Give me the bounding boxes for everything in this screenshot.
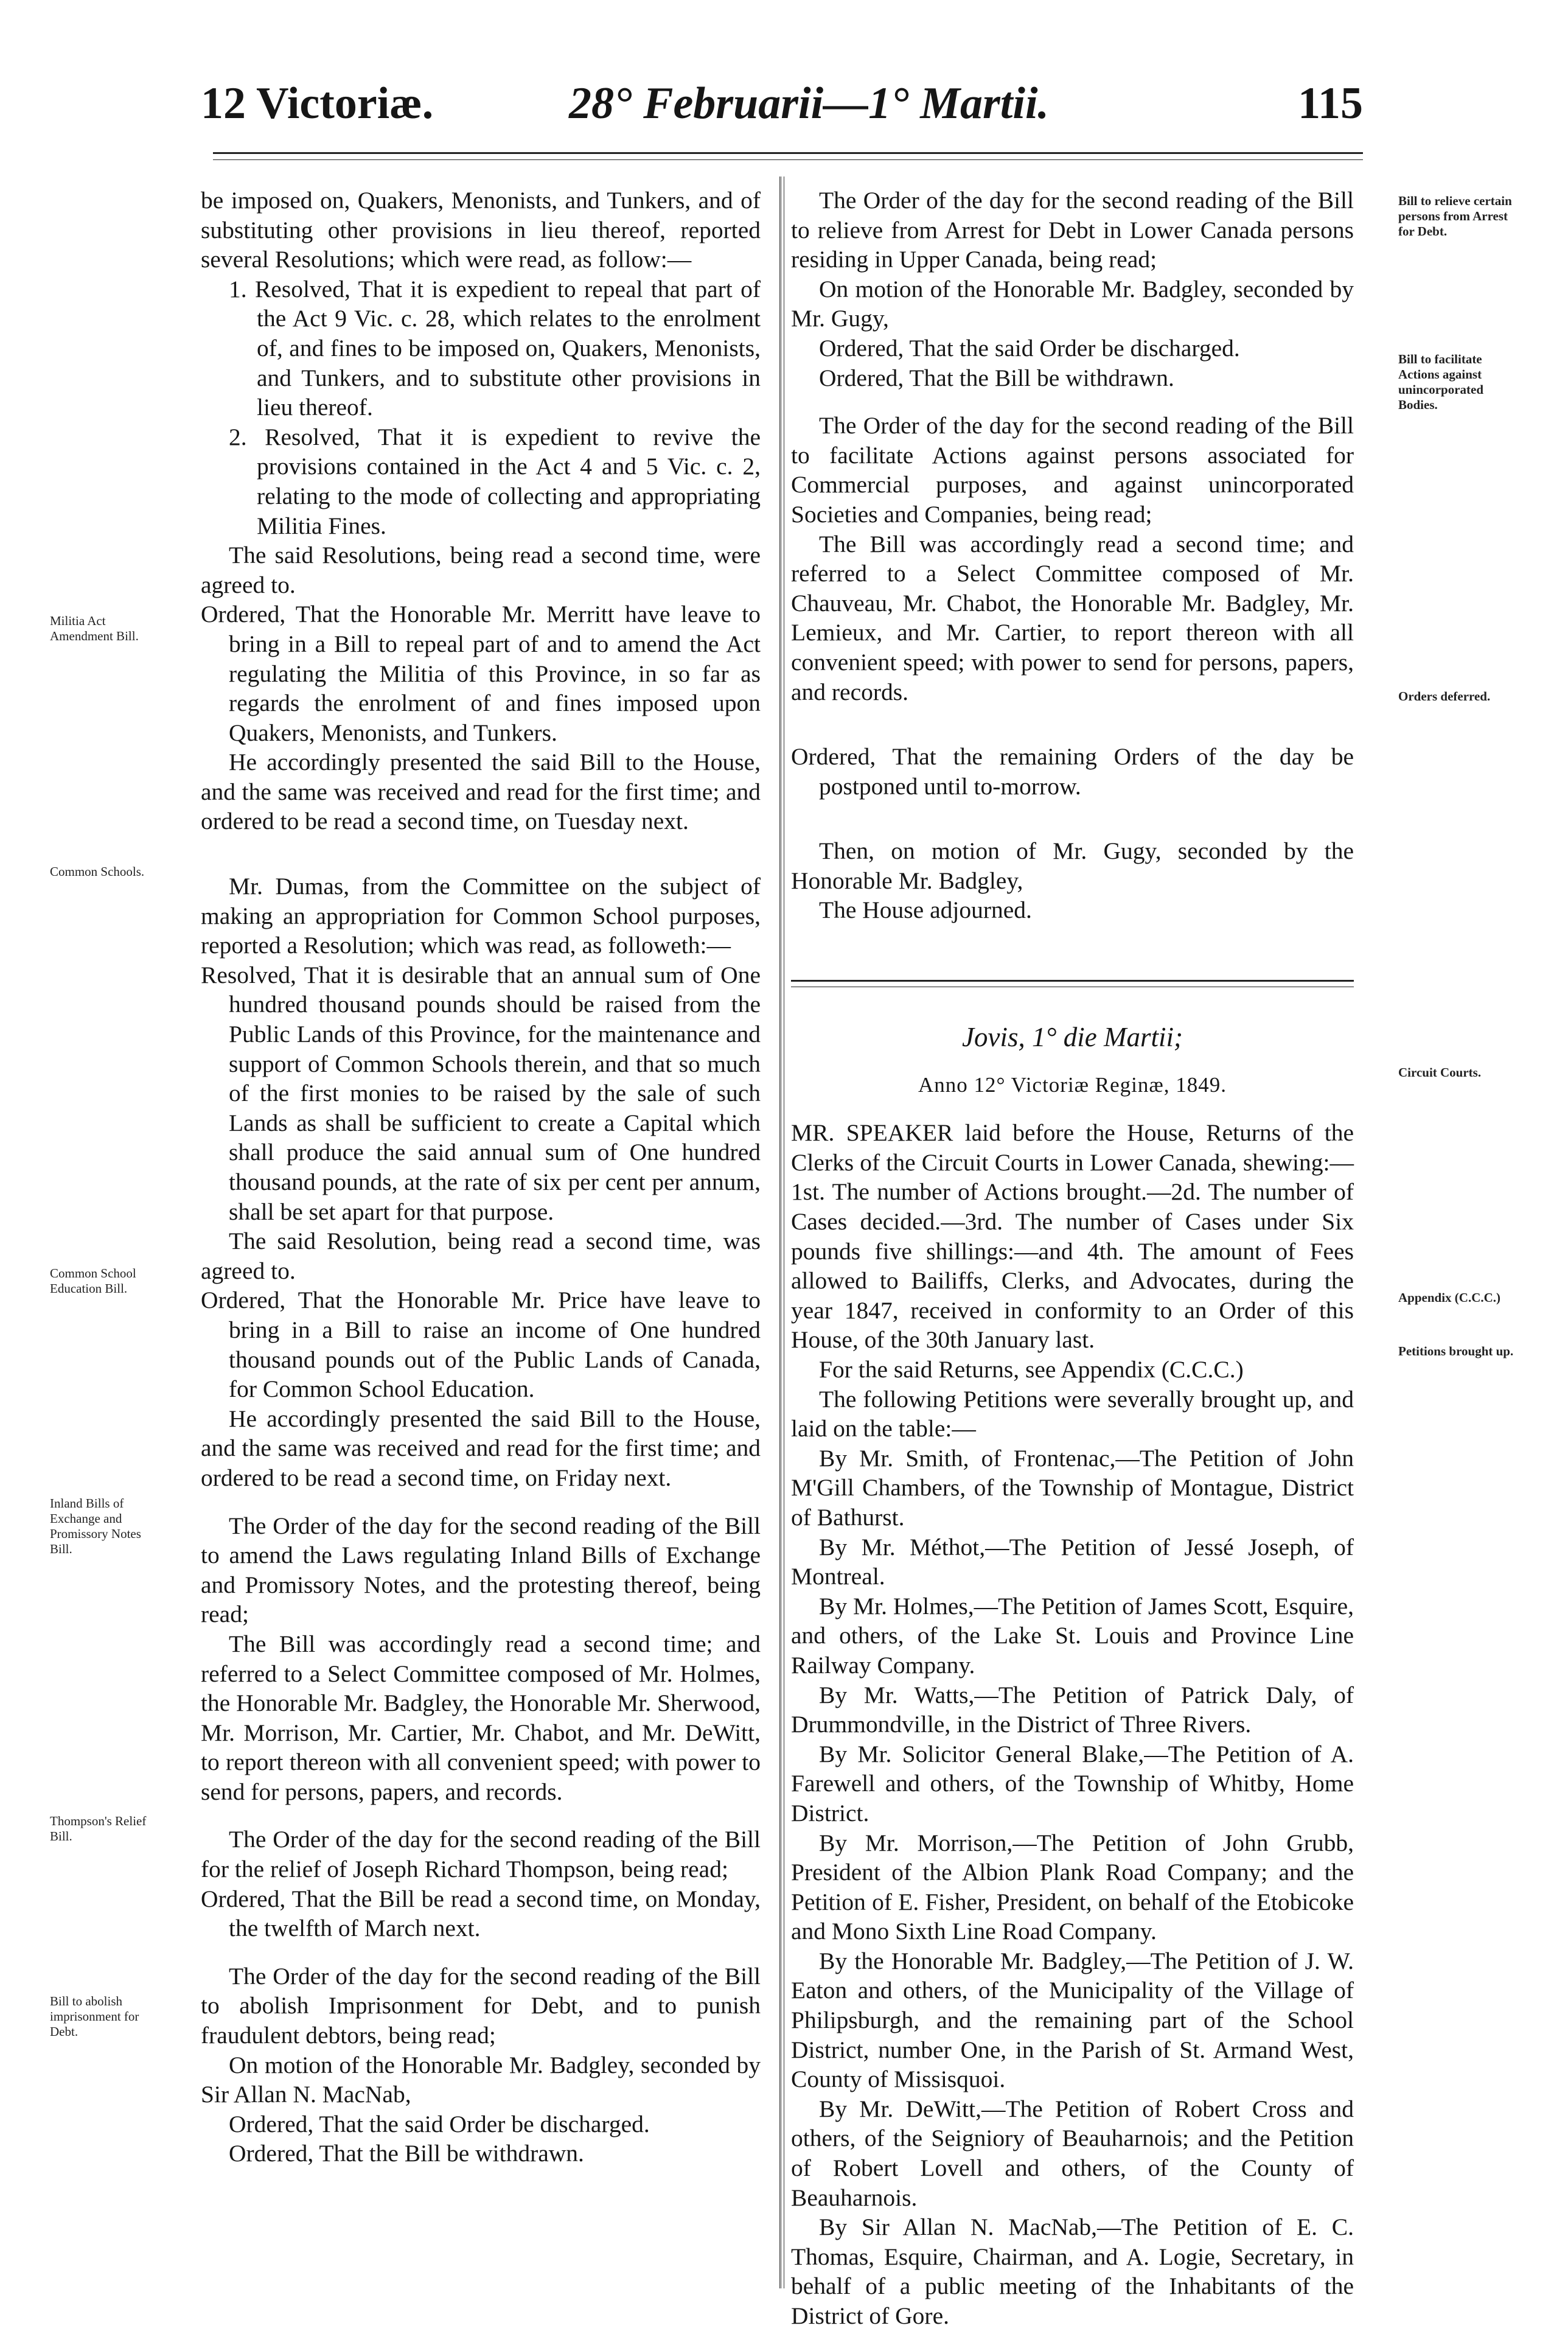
order-discharged: Ordered, That the said Order be discharged. [229,2110,650,2137]
paragraph: The following Petitions were severally brought up, and laid on the table:— [791,1385,1354,1442]
margin-note-circuit-courts: Circuit Courts. [1398,1065,1482,1080]
margin-note-inland-bills: Inland Bills of Exchange and Promissory Notes Bill. [50,1496,141,1556]
header-reign-year: 12 Victoriæ. [201,79,434,128]
petition-item: By the Honorable Mr. Badgley,—The Petition of J. W. Eaton and others, of the Municipality of the Village of Philipsburgh, and the remaining part of the School District, number One, in the Parish of St. Armand West, County of Missisquoi. [791,1947,1354,2093]
margin-note-militia-act: Militia Act Amendment Bill. [50,613,139,643]
petition-item: By Mr. DeWitt,—The Petition of Robert Cross and others, of the Seigniory of Beauharnois; and the Petition of Robert Lovell and others, of the County of Beauharnois. [791,2095,1354,2211]
paragraph: The Order of the day for the second reading of the Bill to abolish Imprisonment for Debt, and to punish fraudulent debtors, being read; [201,1962,761,2049]
left-column [201,186,761,2168]
paragraph: The said Resolution, being read a second time, was agreed to. [201,1228,761,1284]
header-dates: 28° Februarii—1° Martii. [569,79,1050,128]
house-adjourned: The House adjourned. [819,896,1032,924]
order-discharged: Ordered, That the said Order be discharged. [819,334,1240,362]
paragraph: Mr. Dumas, from the Committee on the subject of making an appropriation for Common School purposes, reported a Resolution; which was read, as followeth:— [201,873,761,959]
petition-item: By Mr. Smith, of Frontenac,—The Petition of John M'Gill Chambers, of the Township of Montague, District of Bathurst. [791,1444,1354,1531]
paragraph: The Order of the day for the second reading of the Bill to amend the Laws regulating Inland Bills of Exchange and Promissory Notes, and the protesting thereof, being read; [201,1512,761,1628]
margin-note-imprisonment-debt: Bill to abolish imprisonment for Debt. [50,1994,139,2039]
margin-note-arrest-for-debt: Bill to relieve certain persons from Arrest for Debt. [1398,194,1512,239]
petition-item: By Mr. Holmes,—The Petition of James Scott, Esquire, and others, of the Lake St. Louis and Province Line Railway Company. [791,1592,1354,1679]
order-militia-bill: Ordered, That the Honorable Mr. Merritt have leave to bring in a Bill to repeal part of and to amend the Act regulating the Militia of this Province, in so far as regards the enrolment of and fines imposed upon Quakers, Menonists, and Tunkers. [201,601,761,746]
paragraph: He accordingly presented the said Bill to the House, and the same was received and read for the first time; and ordered to be read a second time, on Friday next. [201,1405,761,1491]
petition-item: By Mr. Solicitor General Blake,—The Petition of A. Farewell and others, of the Township of Whitby, Home District. [791,1740,1354,1826]
margin-note-common-schools: Common Schools. [50,864,145,879]
day-heading: Jovis, 1° die Martii; [962,1022,1183,1053]
column-divider [779,176,784,2288]
resolution-common-schools: Resolved, That it is desirable that an annual sum of One hundred thousand pounds should be raised from the Public Lands of this Province, for the maintenance and support of Common Schools therein, and that so much of the first monies to be raised by the sale of such Lands as shall be sufficient to create a Capital which shall produce the said annual sum of One hundred thousand pounds, at the rate of six per cent per annum, shall be set apart for that purpose. [201,961,761,1225]
paragraph: The Order of the day for the second reading of the Bill to relieve from Arrest for Debt in Lower Canada persons residing in Upper Canada, being read; [791,187,1354,273]
margin-note-common-school-education: Common School Education Bill. [50,1266,136,1296]
margin-note-petitions: Petitions brought up. [1398,1344,1514,1358]
speaker-returns-paragraph: MR. SPEAKER laid before the House, Returns of the Clerks of the Circuit Courts in Lower Canada, shewing:—1st. The number of Actions brought.—2d. The number of Cases decided.—3rd. The number of Cases under Six pounds five shillings:—and 4th. The amount of Fees allowed to Bailiffs, Clerks, and Advocates, during the year 1847, received in conformity to an Order of this House, of the 30th January last. [791,1119,1354,1354]
petition-item: By Mr. Méthot,—The Petition of Jessé Joseph, of Montreal. [791,1533,1354,1590]
margin-note-appendix: Appendix (C.C.C.) [1398,1290,1501,1305]
paragraph: Then, on motion of Mr. Gugy, seconded by the Honorable Mr. Badgley, [791,837,1354,894]
paragraph: The said Resolutions, being read a second time, were agreed to. [201,542,761,598]
petition-item: By Mr. Morrison,—The Petition of John Grubb, President of the Albion Plank Road Company; and the Petition of E. Fisher, President, on behalf of the Etobicoke and Mono Sixth Line Road Company. [791,1829,1354,1945]
petition-item: By Mr. Watts,—The Petition of Patrick Daly, of Drummondville, in the District of Three Rivers. [791,1681,1354,1738]
right-column [791,186,1354,2331]
paragraph: On motion of the Honorable Mr. Badgley, seconded by Sir Allan N. MacNab, [201,2051,761,2108]
paragraph: The Order of the day for the second reading of the Bill to facilitate Actions against persons associated for Commercial purposes, and against unincorporated Societies and Companies, being read; [791,412,1354,528]
paragraph: The Order of the day for the second reading of the Bill for the relief of Joseph Richard Thompson, being read; [201,1826,761,1883]
page-number: 115 [1298,79,1363,128]
resolution-1: 1. Resolved, That it is expedient to repeal that part of the Act 9 Vic. c. 28, which relates to the enrolment of, and fines to be imposed on, Quakers, Menonists, and Tunkers, and to substitute other provisions in lieu thereof. [229,275,761,421]
margin-note-thompson-relief: Thompson's Relief Bill. [50,1814,147,1843]
running-header [201,78,1363,145]
margin-note-orders-deferred: Orders deferred. [1398,689,1491,704]
order-thompson: Ordered, That the Bill be read a second time, on Monday, the twelfth of March next. [201,1885,761,1942]
paragraph: For the said Returns, see Appendix (C.C.C.) [819,1356,1244,1383]
order-deferred: Ordered, That the remaining Orders of the day be postponed until to-morrow. [791,743,1354,800]
regnal-year-heading: Anno 12° Victoriæ Reginæ, 1849. [918,1072,1227,1097]
resolution-2: 2. Resolved, That it is expedient to revive the provisions contained in the Act 4 and 5 Vic. c. 2, relating to the mode of collecting and appropriating Militia Fines. [229,423,761,539]
order-withdrawn: Ordered, That the Bill be withdrawn. [229,2140,584,2167]
paragraph: The Bill was accordingly read a second time; and referred to a Select Committee composed of Mr. Holmes, the Honorable Mr. Badgley, the Honorable Mr. Sherwood, Mr. Morrison, Mr. Cartier, Mr. Chabot, and Mr. DeWitt, to report thereon with all convenient speed; with power to send for persons, papers, and records. [201,1630,761,1805]
header-rule-top [213,152,1363,154]
order-withdrawn: Ordered, That the Bill be withdrawn. [819,364,1174,391]
header-rule-bottom [213,159,1363,160]
petition-item: By Sir Allan N. MacNab,—The Petition of E. C. Thomas, Esquire, Chairman, and A. Logie, Secretary, in behalf of a public meeting of the Inhabitants of the District of Gore. [791,2214,1354,2329]
order-common-school-bill: Ordered, That the Honorable Mr. Price have leave to bring in a Bill to raise an income of One hundred thousand pounds out of the Public Lands of Canada, for Common School Education. [201,1287,761,1403]
paragraph: The Bill was accordingly read a second time; and referred to a Select Committee composed of Mr. Chauveau, Mr. Chabot, the Honorable Mr. Badgley, Mr. Lemieux, and Mr. Cartier, to report thereon with all convenient speed; with power to send for persons, papers, and records. [791,530,1354,705]
day-separator-rule [791,980,1354,982]
paragraph: be imposed on, Quakers, Menonists, and Tunkers, and of substituting other provisions in lieu thereof, reported several Resolutions; which were read, as follow:— [201,187,761,273]
paragraph: On motion of the Honorable Mr. Badgley, seconded by Mr. Gugy, [791,275,1354,332]
margin-note-unincorporated-bodies: Bill to facilitate Actions against unincorporated Bodies. [1398,352,1484,412]
paragraph: He accordingly presented the said Bill to the House, and the same was received and read for the first time; and ordered to be read a second time, on Tuesday next. [201,749,761,835]
